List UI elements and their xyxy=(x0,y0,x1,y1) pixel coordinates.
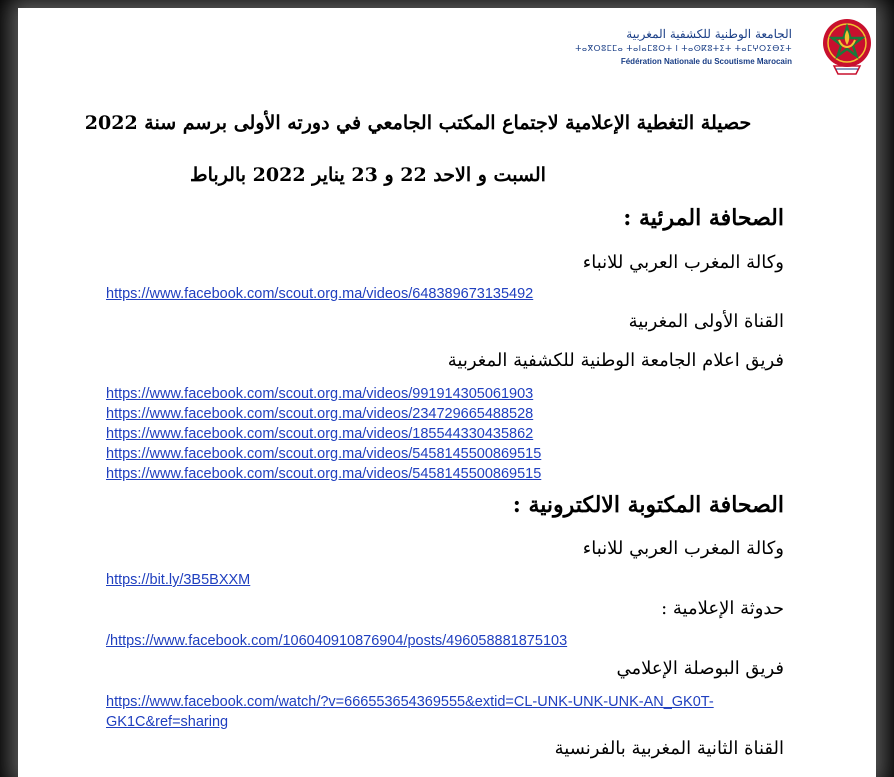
scout-emblem-logo xyxy=(822,18,872,80)
report-title: حصيلة التغطية الإعلامية لاجتماع المكتب الجامعي في دورته الأولى برسم سنة 2022 xyxy=(84,112,752,134)
video-link[interactable]: https://www.facebook.com/scout.org.ma/videos/185544330435862 xyxy=(106,426,534,442)
visual-press-heading: الصحافة المرئية : xyxy=(623,205,784,231)
outlet-name-tv2: القناة الثانية المغربية بالفرنسية xyxy=(554,738,784,759)
video-link[interactable]: https://www.facebook.com/scout.org.ma/videos/991914305061903 xyxy=(106,386,534,402)
org-name-arabic: الجامعة الوطنية للكشفية المغربية xyxy=(626,27,792,41)
outlet-name-compass: فريق البوصلة الإعلامي xyxy=(616,658,784,679)
org-name-tifinagh: ⵜⴰⴳⵔⵓⵎⵎⴰ ⵜⴰⵏⴰⵎⵓⵔⵜ ⵏ ⵜⴰⵙⴽⵓⵜⵉⵜ ⵜⴰⵎⵖⵔⵉⴱⵉⵜ xyxy=(575,44,792,53)
outlet-name-team: فريق اعلام الجامعة الوطنية للكشفية المغربية xyxy=(447,350,784,371)
document-page xyxy=(18,8,876,777)
video-link[interactable]: https://www.facebook.com/scout.org.ma/videos/5458145500869515 xyxy=(106,466,542,482)
video-link-continued[interactable]: GK1C&ref=sharing xyxy=(106,714,229,730)
outlet-name-map: وكالة المغرب العربي للانباء xyxy=(582,252,784,273)
electronic-press-heading: الصحافة المكتوبة الالكترونية : xyxy=(512,492,784,518)
outlet-name-tv1: القناة الأولى المغربية xyxy=(628,311,784,332)
video-link[interactable]: https://www.facebook.com/scout.org.ma/videos/5458145500869515 xyxy=(106,446,542,462)
outlet-name-map: وكالة المغرب العربي للانباء xyxy=(582,538,784,559)
report-date-place: السبت و الاحد 22 و 23 يناير 2022 بالرباط xyxy=(190,164,546,186)
outlet-name-hadwata: حدوثة الإعلامية : xyxy=(661,598,784,619)
org-name-french: Fédération Nationale du Scoutisme Marocain xyxy=(620,57,792,66)
video-link[interactable]: https://www.facebook.com/scout.org.ma/videos/648389673135492 xyxy=(106,286,534,302)
video-link[interactable]: https://www.facebook.com/scout.org.ma/videos/234729665488528 xyxy=(106,406,534,422)
article-link[interactable]: /https://www.facebook.com/106040910876904/posts/496058881875103 xyxy=(106,633,568,649)
article-link[interactable]: https://bit.ly/3B5BXXM xyxy=(106,572,251,588)
video-link[interactable]: https://www.facebook.com/watch/?v=666553654369555&extid=CL-UNK-UNK-UNK-AN_GK0T- xyxy=(106,694,714,710)
